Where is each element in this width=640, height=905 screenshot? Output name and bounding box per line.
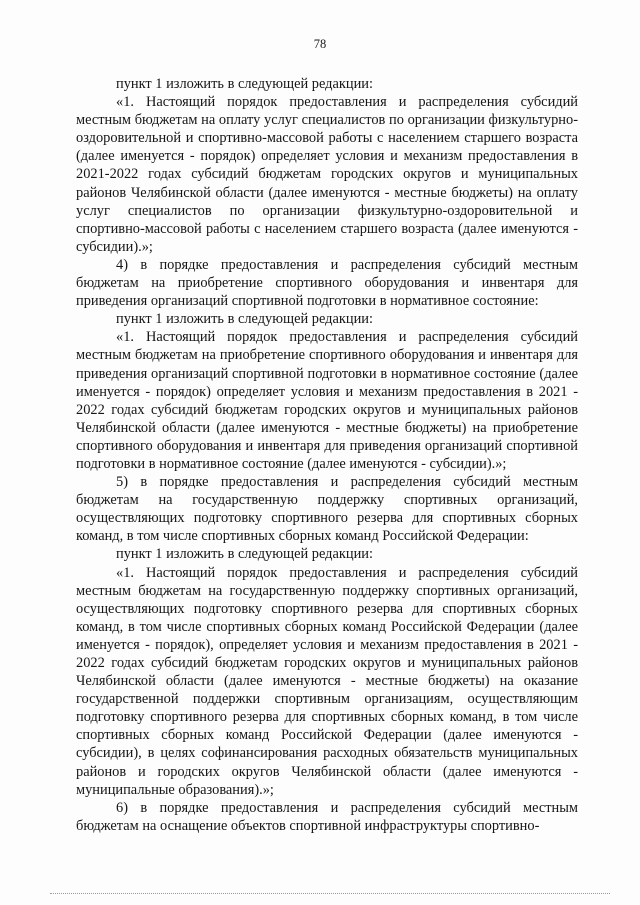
- paragraph-8: «1. Настоящий порядок предоставления и распределения субсидий местным бюджетам на государственную поддержку спортивных организаций, осуществляющих подготовку спортивного резерва для спортивных сборных команд, в том числе спортивных сборных команд Российской Федерации (далее именуется - порядок), определяет условия и механизм предоставления в 2021 - 2022 годах субсидий бюджетам городских округов и муниципальных районов Челябинской области (далее именуются - местные бюджеты) на оказание государственной поддержки спортивным организациям, осуществляющим подготовку спортивного резерва для спортивных сборных команд, в том числе спортивных сборных команд Российской Федерации (далее именуются - субсидии), в целях софинансирования расходных обязательств муниципальных районов и городских округов Челябинской области (далее именуются - муниципальные образования).»;: [76, 564, 578, 798]
- paragraph-7: пункт 1 изложить в следующей редакции:: [116, 546, 373, 563]
- paragraph-9: 6) в порядке предоставления и распределения субсидий местным бюджетам на оснащение объектов спортивной инфраструктуры спортивно-: [76, 799, 578, 834]
- paragraph-1: пункт 1 изложить в следующей редакции:: [116, 76, 373, 92]
- paragraph-4: пункт 1 изложить в следующей редакции:: [116, 311, 373, 328]
- page-number: 78: [313, 37, 327, 51]
- paragraph-3: 4) в порядке предоставления и распределения субсидий местным бюджетам на приобретение спортивного оборудования и инвентаря для приведения организаций спортивной подготовки в нормативное состояние:: [76, 256, 578, 310]
- document-body: [76, 75, 578, 835]
- paragraph-2: «1. Настоящий порядок предоставления и распределения субсидий местным бюджетам на оплату услуг специалистов по организации физкультурно-оздоровительной и спортивно-массовой работы с населением старшего возраста (далее именуется - порядок) определяет условия и механизм предоставления в 2021-2022 годах субсидий бюджетам городских округов и муниципальных районов Челябинской области (далее именуются - местные бюджеты) на оплату услуг специалистов по организации физкультурно-оздоровительной и спортивно-массовой работы с населением старшего возраста (далее именуются - субсидии).»;: [76, 94, 578, 255]
- paragraph-5: «1. Настоящий порядок предоставления и распределения субсидий местным бюджетам на приобретение спортивного оборудования и инвентаря для приведения организаций спортивной подготовки в нормативное состояние (далее именуется - порядок) определяет условия и механизм предоставления в 2021 - 2022 годах субсидий бюджетам городских округов и муниципальных районов Челябинской области (далее именуются - местные бюджеты) на приобретение спортивного оборудования и инвентаря для приведения организаций спортивной подготовки в нормативное состояние (далее именуются - субсидии).»;: [76, 329, 578, 472]
- paragraph-6: 5) в порядке предоставления и распределения субсидий местным бюджетам на государственную поддержку спортивных организаций, осуществляющих подготовку спортивного резерва для спортивных сборных команд, в том числе спортивных сборных команд Российской Федерации:: [76, 474, 578, 545]
- scan-edge-line: [50, 893, 610, 895]
